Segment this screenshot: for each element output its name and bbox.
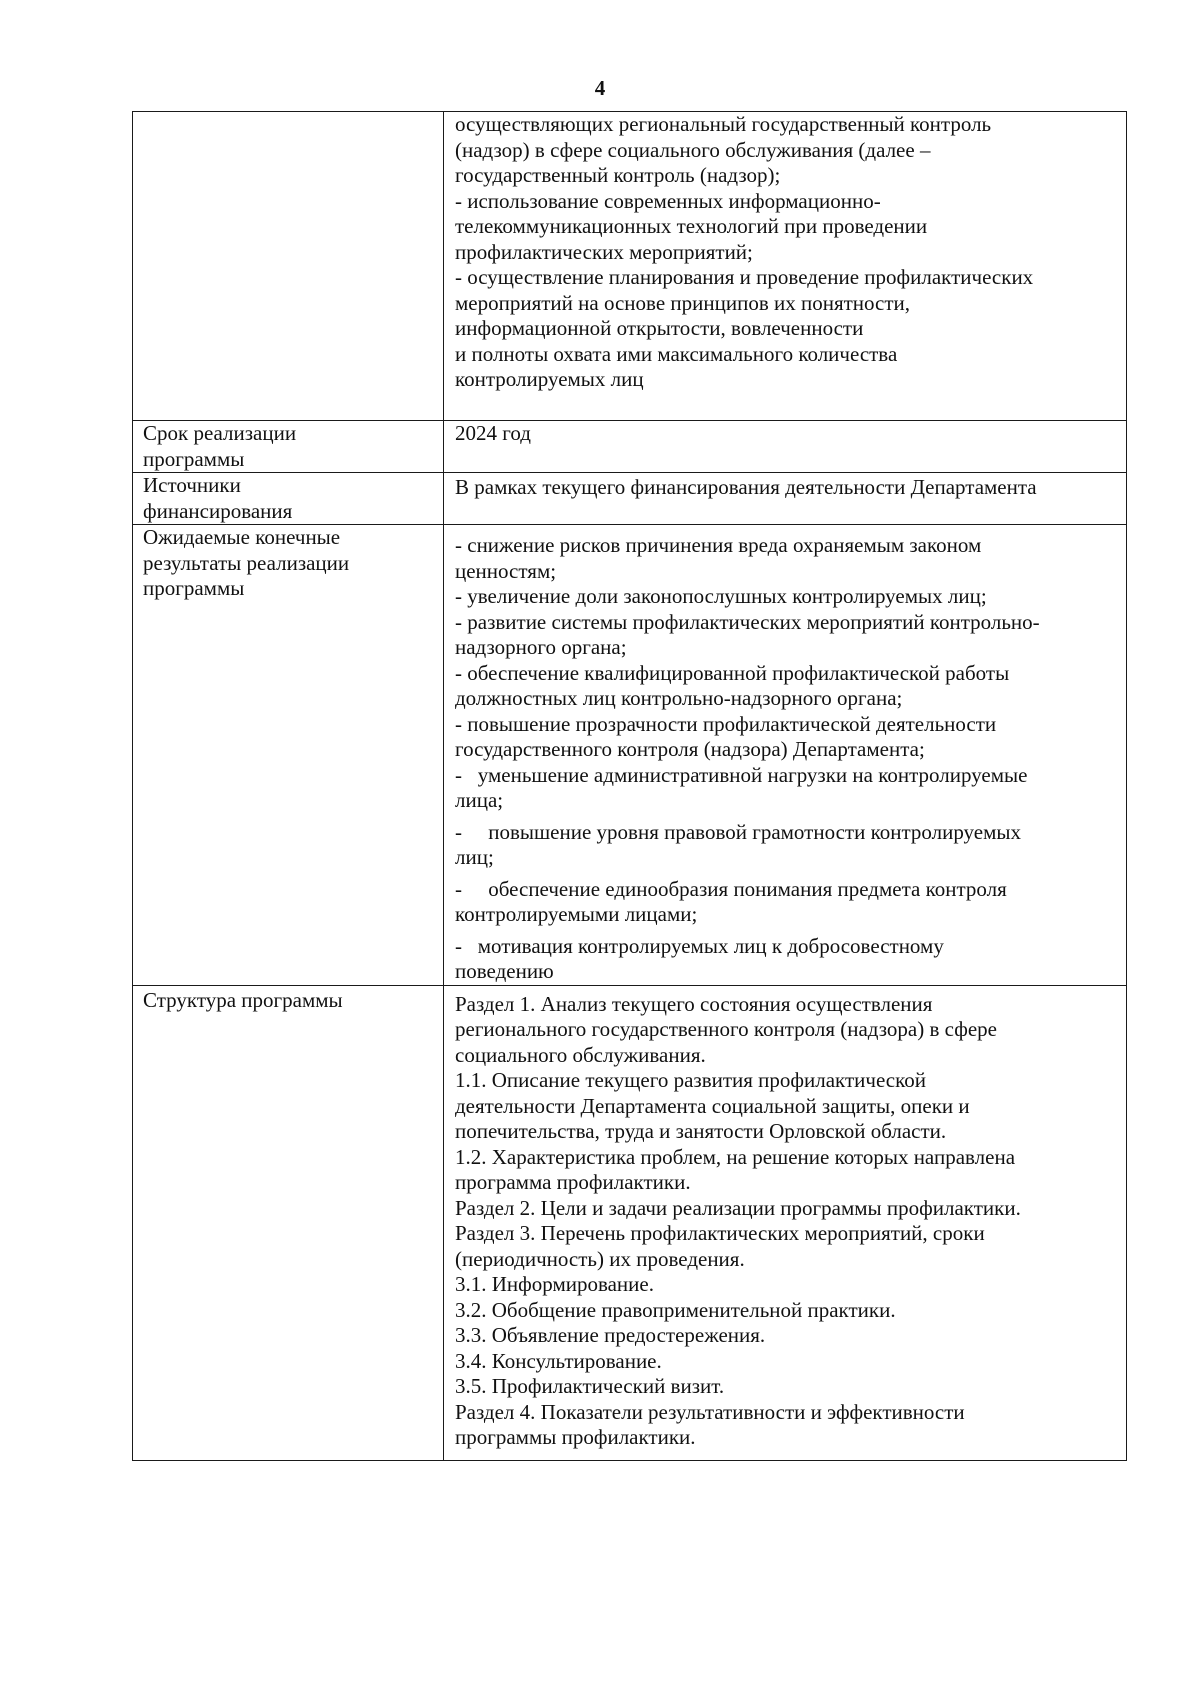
value-line: социального обслуживания. bbox=[455, 1042, 706, 1067]
value-line: государственный контроль (надзор); bbox=[455, 163, 781, 187]
value-line: программы профилактики. bbox=[455, 1425, 696, 1449]
value-line: - увеличение доли законопослушных контролируемых лиц; bbox=[455, 584, 987, 608]
value-line: контролируемыми лицами; bbox=[455, 902, 698, 926]
label-line: программы bbox=[143, 576, 245, 600]
dash-marker: - bbox=[455, 819, 462, 844]
value-text: мотивация контролируемых лиц к добросовестному bbox=[477, 933, 944, 958]
dash-marker: - bbox=[455, 876, 462, 901]
value-line: (периодичность) их проведения. bbox=[455, 1246, 745, 1271]
program-passport-table bbox=[132, 111, 1127, 1461]
label-cell-funding bbox=[133, 473, 444, 525]
value-line: - повышение прозрачности профилактической деятельности bbox=[455, 711, 997, 736]
value-line: Раздел 4. Показатели результативности и эффективности bbox=[455, 1399, 965, 1424]
value-line: программа профилактики. bbox=[455, 1170, 691, 1194]
value-line: - развитие системы профилактических мероприятий контрольно- bbox=[455, 609, 1040, 634]
value-line: попечительства, труда и занятости Орловской области. bbox=[455, 1119, 947, 1143]
value-line: 3.5. Профилактический визит. bbox=[455, 1374, 725, 1398]
label-line: Структура программы bbox=[143, 987, 343, 1012]
value-cell-term bbox=[444, 421, 1127, 473]
value-line: Раздел 2. Цели и задачи реализации программы профилактики. bbox=[455, 1195, 1021, 1220]
value-line: 3.4. Консультирование. bbox=[455, 1348, 662, 1373]
value-text: повышение уровня правовой грамотности контролируемых bbox=[488, 819, 1021, 844]
value-line: 1.2. Характеристика проблем, на решение которых направлена bbox=[455, 1144, 1016, 1169]
value-line: В рамках текущего финансирования деятельности Департамента bbox=[455, 475, 1037, 499]
dash-marker: - bbox=[455, 762, 462, 787]
table-row-expected-results bbox=[133, 525, 1127, 986]
label-cell-expected-results bbox=[133, 525, 444, 986]
value-line-dashed bbox=[455, 814, 1118, 846]
value-line: (надзор) в сфере социального обслуживания (далее – bbox=[455, 137, 931, 162]
label-cell-empty bbox=[133, 112, 444, 421]
label-line: Источники bbox=[143, 473, 241, 497]
value-cell-expected-results bbox=[444, 525, 1127, 986]
label-cell-structure bbox=[133, 985, 444, 1460]
value-line: - использование современных информационно- bbox=[455, 188, 881, 213]
value-line-dashed bbox=[455, 871, 1118, 903]
value-line: ценностям; bbox=[455, 558, 557, 583]
value-line: - осуществление планирования и проведение профилактических bbox=[455, 265, 1034, 289]
value-text: уменьшение административной нагрузки на контролируемые bbox=[477, 762, 1028, 787]
label-line: Срок реализации bbox=[143, 421, 297, 445]
table-row-funding bbox=[133, 473, 1127, 525]
value-line: лиц; bbox=[455, 845, 494, 869]
value-line-dashed bbox=[455, 763, 1118, 789]
value-line-dashed bbox=[455, 928, 1118, 960]
value-line: - обеспечение квалифицированной профилактической работы bbox=[455, 660, 1010, 685]
value-line: 1.1. Описание текущего развития профилактической bbox=[455, 1068, 926, 1092]
value-line: деятельности Департамента социальной защиты, опеки и bbox=[455, 1093, 970, 1118]
dash-marker: - bbox=[455, 933, 462, 958]
value-line: 3.2. Обобщение правоприменительной практики. bbox=[455, 1297, 896, 1322]
label-line: программы bbox=[143, 446, 245, 471]
value-line: регионального государственного контроля (надзора) в сфере bbox=[455, 1017, 997, 1041]
value-cell-funding bbox=[444, 473, 1127, 525]
value-line: 2024 год bbox=[455, 421, 531, 445]
value-line: поведению bbox=[455, 959, 554, 983]
value-line: государственного контроля (надзора) Департамента; bbox=[455, 737, 925, 761]
table-row-structure bbox=[133, 985, 1127, 1460]
value-line: телекоммуникационных технологий при проведении bbox=[455, 214, 928, 238]
value-cell-goals bbox=[444, 112, 1127, 421]
label-line: финансирования bbox=[143, 498, 293, 523]
value-line: профилактических мероприятий; bbox=[455, 239, 753, 264]
table-row-term bbox=[133, 421, 1127, 473]
value-line: мероприятий на основе принципов их понятности, bbox=[455, 290, 911, 315]
value-cell-structure bbox=[444, 985, 1127, 1460]
value-line: - снижение рисков причинения вреда охраняемым законом bbox=[455, 533, 982, 557]
value-line: 3.3. Объявление предостережения. bbox=[455, 1323, 766, 1347]
value-text: обеспечение единообразия понимания предмета контроля bbox=[488, 876, 1007, 901]
value-line: надзорного органа; bbox=[455, 635, 627, 659]
value-line: и полноты охвата ими максимального количества bbox=[455, 341, 898, 366]
table-row-goals-continued bbox=[133, 112, 1127, 421]
value-line: лица; bbox=[455, 788, 504, 812]
value-line: Раздел 1. Анализ текущего состояния осуществления bbox=[455, 991, 933, 1016]
value-line: контролируемых лиц bbox=[455, 367, 644, 391]
label-cell-term bbox=[133, 421, 444, 473]
value-line: Раздел 3. Перечень профилактических мероприятий, сроки bbox=[455, 1221, 985, 1245]
page-number: 4 bbox=[594, 76, 606, 100]
value-line: осуществляющих региональный государственный контроль bbox=[455, 112, 992, 136]
label-line: результаты реализации bbox=[143, 550, 350, 575]
value-line: должностных лиц контрольно-надзорного органа; bbox=[455, 686, 903, 710]
value-line: информационной открытости, вовлеченности bbox=[455, 316, 864, 340]
value-line: 3.1. Информирование. bbox=[455, 1272, 654, 1296]
label-line: Ожидаемые конечные bbox=[143, 525, 341, 549]
